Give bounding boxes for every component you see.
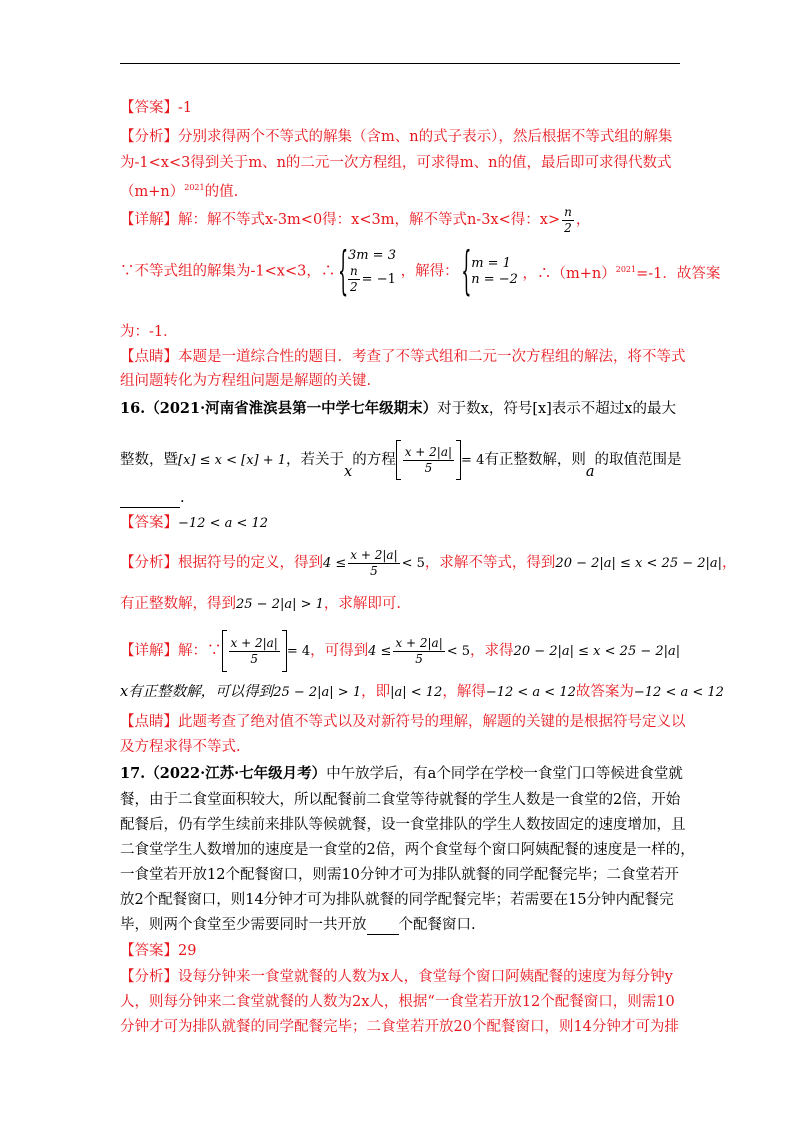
q15-answer: -1 (178, 100, 193, 116)
q16-stem-line-3: . (120, 488, 185, 508)
q15-answer-line (120, 98, 192, 118)
q15-analysis-line-2: 为-1<x<3得到关于m、n的二元一次方程组，可求得m、n的值，最后即可求得代数式 (120, 155, 672, 171)
answer-blank (367, 920, 399, 935)
header-rule (120, 63, 680, 64)
detail-label: 【详解】 (120, 212, 178, 228)
q17-answer-line: 【答案】29 (120, 943, 197, 959)
q15-analysis-line-1: 【分析】分别求得两个不等式的解集（含m、n的式子表示），然后根据不等式组的解集 (120, 129, 673, 145)
answer-label: 【答案】 (120, 100, 178, 116)
q17-stem-line-6: 放2个配餐窗口，则14分钟才可为排队就餐的同学配餐完毕；若需要在15分钟内配餐完 (120, 892, 674, 908)
analysis-label: 【分析】 (120, 129, 178, 145)
floor-bracket: $\frac{x + 2|a|}{5}$ (222, 630, 287, 672)
q16-comment-line-1: 【点睛】此题考查了绝对值不等式以及对新符号的理解，解题的关键的是根据符号定义以 (120, 714, 686, 730)
q15-analysis-line-3: $(m+n)^{2021}$的值. (120, 183, 239, 200)
q17-analysis-line-1: 【分析】设每分钟来一食堂就餐的人数为x人，食堂每个窗口阿姨配餐的速度为每分钟y (120, 969, 673, 985)
q16-detail-line-1: 【详解】解：∵ $\frac{x + 2|a|}{5}$ = 4，可得到4 ≤ $\frac{x + 2|a|}{5}$ < 5，求得20 − 2|a| ≤ x < 25 − 2|a| (120, 630, 680, 673)
comment-label: 【点睛】 (120, 349, 178, 365)
answer-blank (120, 493, 180, 508)
q16-answer-line: 【答案】−12 < a < 12 (120, 515, 269, 531)
q16-comment-line-2: 及方程求得不等式. (120, 739, 241, 755)
q16-detail-line-2: x有正整数解，可以得到25 − 2|a| > 1，即|a| < 12，解得−12 < a < 12故答案为−12 < a < 12 (120, 684, 724, 700)
floor-bracket: $\frac{x + 2|a|}{5}$ (396, 440, 461, 480)
q17-stem-line-5: 一食堂若开放12个配餐窗口，则需10分钟才可为排队就餐的同学配餐完毕；二食堂若开 (120, 867, 679, 883)
q17-analysis-line-2: 人，则每分钟来二食堂就餐的人数为2x人，根据“一食堂若开放12个配餐窗口，则需10 (120, 994, 675, 1010)
q16-analysis-line-2: 有正整数解，得到25 − 2|a| > 1，求解即可. (120, 596, 402, 612)
q15-detail-line-1: 【详解】解：解不等式x-3m<0得：x<3m，解不等式n-3x<得：x> $\frac{n}{2}$ ， (120, 204, 591, 235)
q17-stem-line-4: 二食堂学生人数增加的速度是一食堂的2倍，两个食堂每个窗口阿姨配餐的速度是一样的， (120, 842, 695, 858)
q16-stem-line-1: 16.（2021·河南省淮滨县第一中学七年级期末）对于数x，符号[x]表示不超过x的最大 (120, 400, 676, 417)
q15-comment-line-1: 【点睛】本题是一道综合性的题目．考查了不等式组和二元一次方程组的解法，将不等式 (120, 349, 686, 365)
q16-stem-line-2: 整数，暨[x] ≤ x < [x] + 1，若关于x的方程 $\frac{x + 2|a|}{5}$ = 4有正整数解，则a的取值范围是 (120, 440, 682, 492)
q15-detail-line-3: 为：-1． (120, 324, 178, 340)
fraction-n-over-2: $\frac{n}{2}$ (564, 204, 572, 235)
question-source: （2021·河南省淮滨县第一中学七年级期末） (145, 400, 438, 417)
equation-system-2: { m = 1 n = −2 (463, 256, 518, 288)
question-number: 16. (120, 400, 146, 417)
q17-stem-line-7: 毕，则两个食堂至少需要同时一共开放 个配餐窗口. (120, 917, 476, 933)
q16-answer: −12 < a < 12 (178, 516, 269, 531)
q17-stem-line-2: 餐，由于二食堂面积较大，所以配餐前二食堂等待就餐的学生人数是一食堂的2倍，开始 (120, 792, 681, 808)
question-source: （2022·江苏·七年级月考） (145, 765, 327, 782)
q17-stem-line-1: 17.（2022·江苏·七年级月考）中午放学后，有a个同学在学校一食堂门口等候进食堂就 (120, 765, 683, 782)
q15-detail-line-2: ∵不等式组的解集为-1<x<3，∴ { 3m = 3 $\frac{n}{2}$ = −1 ，解得： { m = 1 n = −2 ，$\therefore(m+n)^{2021}=-1$．故答案 (120, 248, 720, 295)
q16-analysis-line-1: 【分析】根据符号的定义，得到4 ≤ $\frac{x + 2|a|}{5}$ < 5，求解不等式，得到20 − 2|a| ≤ x < 25 − 2|a|， (120, 547, 737, 578)
equation-system-1: { 3m = 3 $\frac{n}{2}$ = −1 (340, 248, 396, 295)
q17-stem-line-3: 配餐后，仍有学生续前来排队等候就餐，设一食堂排队的学生人数按固定的速度增加，且 (120, 817, 686, 833)
q15-comment-line-2: 组问题转化为方程组问题是解题的关键. (120, 373, 372, 389)
q17-analysis-line-3: 分钟才可为排队就餐的同学配餐完毕；二食堂若开放20个配餐窗口，则14分钟才可为排 (120, 1019, 679, 1035)
q17-answer: 29 (178, 943, 197, 959)
question-number: 17. (120, 765, 146, 782)
